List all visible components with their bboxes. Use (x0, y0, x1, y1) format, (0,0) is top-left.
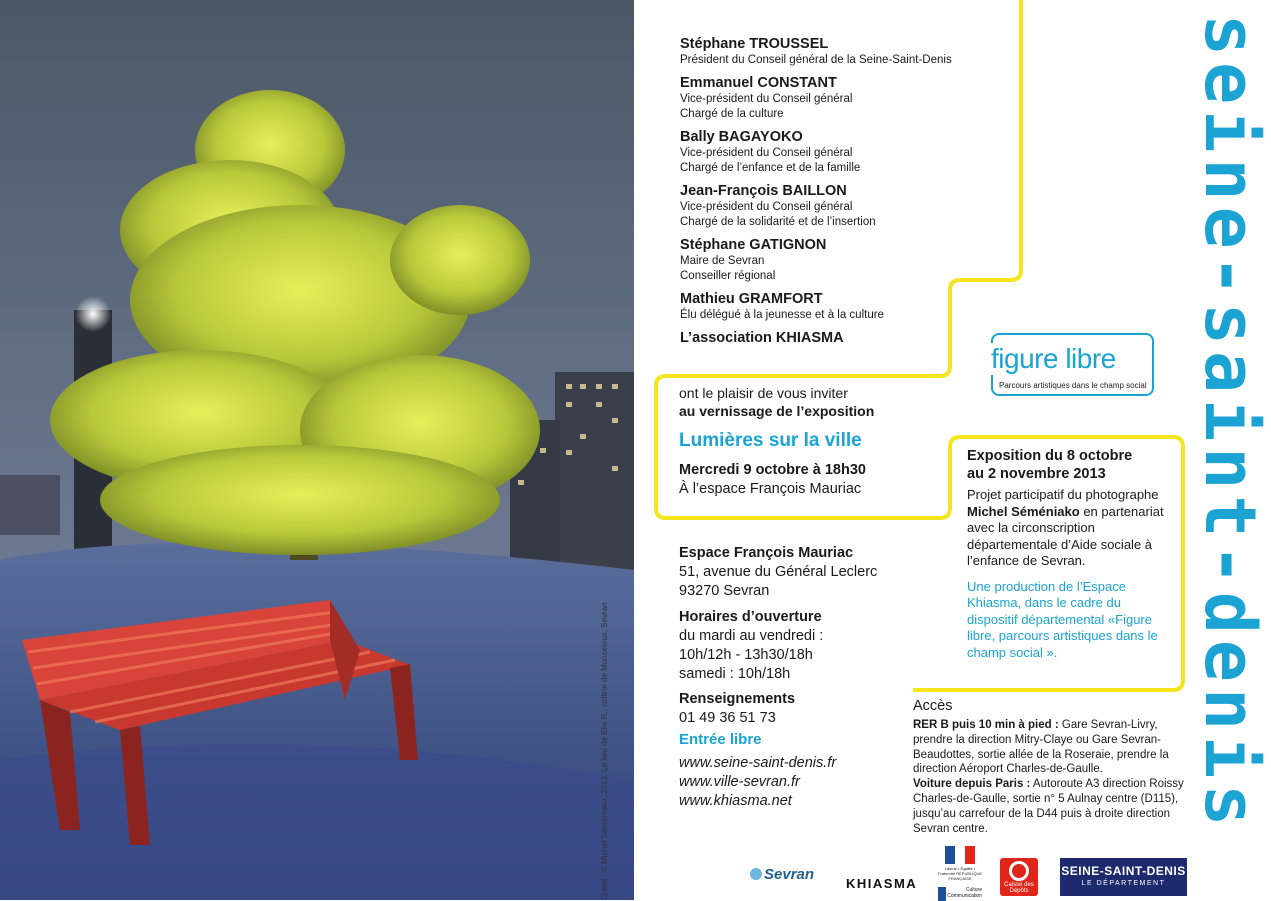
free-entry: Entrée libre (679, 731, 762, 748)
host-1 (680, 36, 1000, 68)
access-rer-text: Gare Sevran-Livry, prendre la direction Mitry-Claye ou Gare Sevran-Beaudottes, sortie allée de la Roseraie, prendre la direction Aéroport Charles-de-Gaulle. (913, 719, 1169, 776)
republique-francaise-logo (938, 846, 983, 899)
host-role: Vice-président du Conseil général (680, 201, 853, 213)
caisse-des-depots-logo (1000, 858, 1038, 896)
info-phone: 01 49 36 51 73 (679, 710, 776, 726)
exposition-box (967, 447, 1173, 661)
hours-line: du mardi au vendredi : (679, 628, 824, 644)
host-role: Maire de Sevran (680, 255, 765, 267)
opening-date: Mercredi 9 octobre à 18h30 (679, 462, 866, 478)
exposition-description (967, 487, 1173, 570)
access-heading: Accès (913, 698, 953, 714)
venue-address-2: 93270 Sevran (679, 583, 770, 599)
hours-line: samedi : 10h/18h (679, 666, 791, 682)
exposition-heading-1: Exposition du 8 octobre (967, 448, 1133, 464)
access-car (913, 777, 1193, 836)
host-5 (680, 237, 1000, 284)
host-role: Élu délégué à la jeunesse et à la culture (680, 309, 884, 321)
hosts-list (680, 36, 1000, 354)
info-block (679, 690, 929, 728)
exposition-heading-2: au 2 novembre 2013 (967, 466, 1106, 482)
info-heading: Renseignements (679, 691, 796, 707)
host-name: Stéphane TROUSSEL (680, 36, 829, 52)
sevran-logo (750, 866, 814, 883)
invite-line-1: ont le plaisir de vous inviter (679, 385, 848, 401)
figure-libre-logo (991, 333, 1154, 396)
hours-line: 10h/12h - 13h30/18h (679, 647, 813, 663)
rf-text: Liberté • Égalité • Fraternité RÉPUBLIQUE FRANÇAISE (938, 866, 983, 881)
seine-saint-denis-logo (1060, 858, 1187, 896)
exposition-heading (967, 447, 1173, 483)
ssd-sub: LE DÉPARTEMENT (1081, 880, 1166, 887)
photo (0, 0, 634, 900)
figure-libre-name: figure libre (991, 343, 1116, 374)
venue-heading: Espace François Mauriac (679, 545, 854, 561)
host-role: Président du Conseil général de la Seine-Saint-Denis (680, 54, 952, 66)
access-rer-label: RER B puis 10 min à pied : (913, 719, 1059, 731)
host-role: Chargé de la solidarité et de l’insertion (680, 216, 876, 228)
website-links (679, 754, 836, 811)
host-3 (680, 129, 1000, 176)
host-name: Jean-François BAILLON (680, 183, 847, 199)
host-role: Conseiller régional (680, 270, 776, 282)
invite-line-2: au vernissage de l’exposition (679, 403, 875, 419)
host-name: Mathieu GRAMFORT (680, 291, 823, 307)
photo-credit: Crédit : © Michel Séméniako, 2013. Le lieu de Elie R., colline de Monceleux, Sevran (600, 602, 609, 900)
host-role: Vice-président du Conseil général (680, 93, 853, 105)
host-name: Emmanuel CONSTANT (680, 75, 837, 91)
host-7 (680, 330, 1000, 347)
production-credit: Une production de l’Espace Khiasma, dans le cadre du dispositif départemental «Figure libre, parcours artistiques dans le champ social ». (967, 578, 1158, 660)
host-name: Bally BAGAYOKO (680, 129, 803, 145)
sevran-logo-text: Sevran (764, 866, 815, 883)
access-car-text: Autoroute A3 direction Roissy Charles-de-Gaulle, sortie n° 5 Aulnay centre (D115), jusqu’au carrefour de la D44 puis à droite direction Sevran centre. (913, 778, 1184, 835)
access-block (913, 697, 1193, 836)
host-name: Stéphane GATIGNON (680, 237, 827, 253)
website-link[interactable]: www.ville-sevran.fr (679, 774, 800, 790)
french-flag-icon (945, 846, 975, 864)
exhibition-title: Lumières sur la ville (679, 430, 862, 451)
culture-text: Culture Communication (938, 887, 982, 901)
exposition-text: en partenariat avec la circonscription départementale d’Aide sociale à l’enfance de Sevran. (967, 503, 1164, 568)
host-4 (680, 183, 1000, 230)
host-role: Chargé de la culture (680, 108, 784, 120)
ssd-name: SEINE-SAINT-DENIS (1061, 864, 1186, 878)
host-6 (680, 291, 1000, 323)
cdc-text: Caisse des Dépôts (1004, 882, 1034, 894)
access-rer (913, 718, 1193, 777)
khiasma-logo: KHIASMA (846, 876, 918, 891)
hours-block (679, 608, 929, 684)
host-role: Chargé de l’enfance et de la famille (680, 162, 861, 174)
photo-illustration (0, 0, 634, 900)
access-car-label: Voiture depuis Paris : (913, 778, 1031, 791)
venue-address-1: 51, avenue du Général Leclerc (679, 564, 878, 580)
hours-heading: Horaires d’ouverture (679, 609, 822, 625)
cdc-ring-icon (1009, 861, 1029, 881)
host-role: Vice-président du Conseil général (680, 147, 853, 159)
invitation-text (679, 384, 939, 420)
figure-libre-tagline: Parcours artistiques dans le champ social (999, 381, 1147, 390)
opening-details (679, 461, 866, 499)
venue-block (679, 544, 929, 601)
website-link[interactable]: www.seine-saint-denis.fr (679, 755, 837, 771)
website-link[interactable]: www.khiasma.net (679, 793, 792, 809)
sevran-swoosh-icon (750, 868, 762, 880)
vertical-brand: seine-saint-denis (1189, 14, 1271, 833)
opening-place: À l’espace François Mauriac (679, 481, 862, 497)
host-name: L’association KHIASMA (680, 330, 844, 346)
host-2 (680, 75, 1000, 122)
exposition-text: Projet participatif du photographe (967, 487, 1159, 502)
artist-name: Michel Séméniako (967, 503, 1080, 519)
